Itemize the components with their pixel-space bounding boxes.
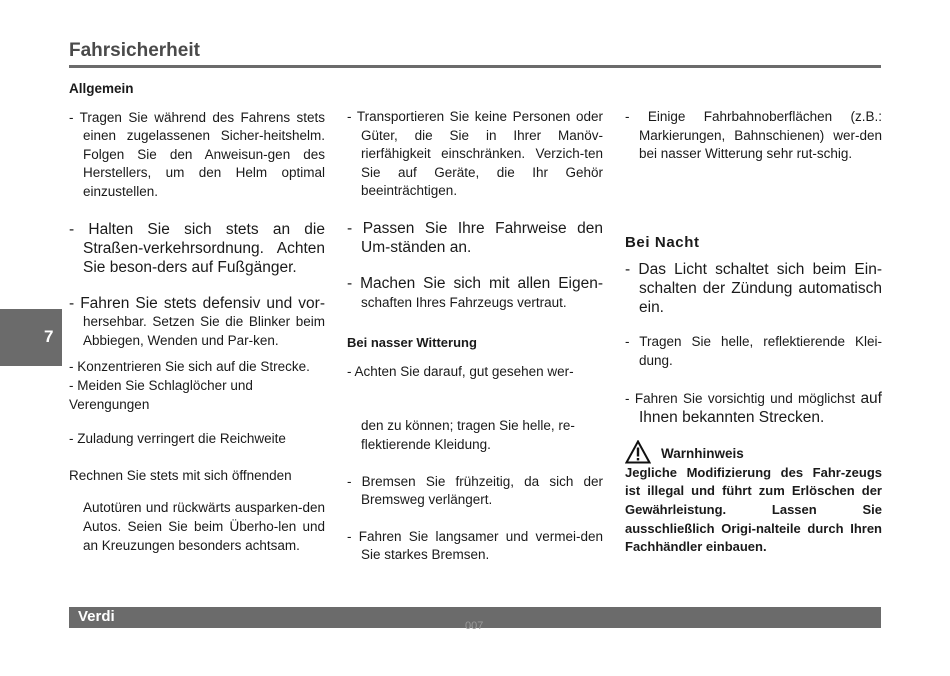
list-item-rest: auf Ihnen bekannten Strecken.	[639, 389, 882, 427]
list-item-rest: hersehbar. Setzen Sie die Blinker beim Abbiegen, Wenden und Par-ken.	[83, 314, 325, 348]
list-item	[625, 389, 882, 428]
chapter-number: 7	[44, 327, 54, 346]
warning-title: Warnhinweis	[661, 446, 744, 462]
list-item: - Passen Sie Ihre Fahrweise den Um-ständen an.	[347, 219, 603, 256]
title-divider	[69, 65, 881, 68]
page-title: Fahrsicherheit	[69, 40, 200, 61]
chapter-tab	[0, 309, 62, 366]
section-heading-bei-nacht: Bei Nacht	[625, 233, 700, 251]
list-item: - Tragen Sie helle, reflektierende Klei-dung.	[625, 334, 882, 368]
list-item-lead: - Fahren Sie stets defensiv und vor-	[69, 294, 325, 312]
warning-header	[625, 440, 882, 464]
list-item: - Meiden Sie Schlaglöcher und Verengungen	[69, 377, 253, 412]
list-item: - Das Licht schaltet sich beim Ein-schalten der Zündung automatisch ein.	[625, 261, 882, 317]
list-item	[347, 274, 603, 312]
list-item: - Tragen Sie während des Fahrens stets einen zugelassenen Sicher-heitshelm. Folgen Sie den Anweisun-gen des Herstellers, um den Helm optimal einzustellen.	[69, 109, 325, 199]
page-number: 007	[465, 620, 484, 632]
section-heading-allgemein: Allgemein	[69, 81, 134, 96]
list-item: - Fahren Sie langsamer und vermei-den Sie starkes Bremsen.	[347, 528, 603, 563]
column-3	[625, 108, 882, 557]
paragraph: Autotüren und rückwärts ausparken-den Autos. Seien Sie beim Überho-len und an Kreuzungen besonders achtsam.	[83, 500, 325, 553]
list-item: - Achten Sie darauf, gut gesehen wer-	[347, 363, 574, 379]
list-item-lead: - Fahren Sie vorsichtig und möglichst	[625, 390, 856, 406]
list-item: - Halten Sie sich stets an die Straßen-verkehrsordnung. Achten Sie beson-ders auf Fußgänger.	[69, 220, 325, 276]
warning-triangle-icon	[625, 440, 651, 464]
section-heading-nasse-witterung: Bei nasser Witterung	[347, 335, 477, 351]
list-item: - Konzentrieren Sie sich auf die Strecke.	[69, 359, 310, 375]
list-item: - Zuladung verringert die Reichweite	[69, 431, 286, 447]
list-item-lead: - Machen Sie sich mit allen Eigen-	[347, 274, 603, 292]
list-item	[69, 294, 325, 351]
column-2	[347, 108, 603, 565]
column-1	[69, 80, 325, 555]
paragraph: Rechnen Sie stets mit sich öffnenden	[69, 467, 292, 483]
warning-text: Jegliche Modifizierung des Fahr-zeugs ist illegal und führt zum Erlöschen der Gewährleistung. Lassen Sie ausschließlich Origi-nalteile durch Ihren Fachhändler einbauen.	[625, 464, 882, 555]
list-item: - Einige Fahrbahnoberflächen (z.B.: Markierungen, Bahnschienen) wer-den bei nasser Witterung sehr rut-schig.	[625, 109, 882, 162]
list-item: - Transportieren Sie keine Personen oder Güter, die Sie in Ihrer Manöv-rierfähigkeit einschränken. Verzich-ten Sie auf Geräte, die Ihr Gehör beeinträchtigen.	[347, 109, 603, 199]
brand-name: Verdi	[78, 608, 115, 625]
list-item-rest: schaften Ihres Fahrzeugs vertraut.	[361, 294, 567, 310]
list-item: - Bremsen Sie frühzeitig, da sich der Bremsweg verlängert.	[347, 473, 603, 508]
list-item-continued: den zu können; tragen Sie helle, re-flektierende Kleidung.	[361, 418, 575, 452]
